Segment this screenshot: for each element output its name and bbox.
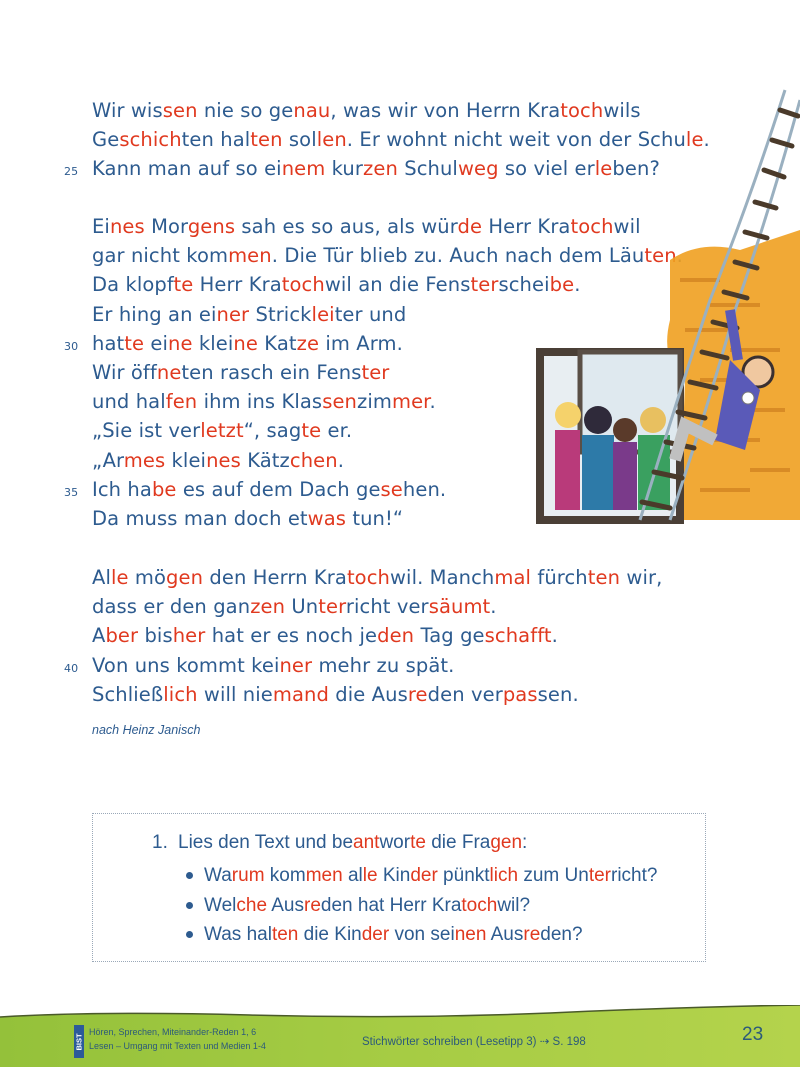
- task-number: 1.: [152, 832, 168, 853]
- syllable-text: Schul: [397, 157, 458, 181]
- syllable-text: wils: [603, 99, 641, 122]
- line-number: 35: [64, 485, 79, 499]
- syllable-text: er.: [321, 419, 353, 443]
- bullet-icon: [186, 872, 193, 879]
- syllable-highlight: le: [685, 128, 704, 152]
- syllable-highlight: mal: [494, 566, 532, 589]
- syllable-highlight: den: [377, 624, 415, 648]
- syllable-text: . Die Tür blieb zu. Auch nach dem Läu: [271, 244, 645, 268]
- syllable-text: gar nicht kom: [92, 244, 229, 268]
- syllable-highlight: lei: [311, 302, 335, 326]
- competency-line-2: Lesen – Umgang mit Texten und Medien 1-4: [89, 1041, 266, 1051]
- syllable-text: wir,: [620, 566, 663, 589]
- question-item: [186, 920, 657, 950]
- syllable-highlight: gens: [187, 215, 236, 238]
- syllable-highlight: te: [301, 419, 322, 443]
- syllable-text: Wel: [204, 894, 237, 916]
- syllable-highlight: sen: [162, 99, 198, 122]
- syllable-text: Tag ge: [414, 624, 485, 648]
- story-line: [92, 621, 712, 650]
- syllable-text: Kin: [377, 865, 411, 886]
- syllable-highlight: der: [410, 865, 438, 886]
- syllable-text: Lies den Text und be: [178, 832, 354, 853]
- question-item: [186, 891, 657, 921]
- syllable-text: Da klopf: [92, 273, 174, 297]
- syllable-highlight: ter: [588, 865, 611, 886]
- syllable-text: .: [703, 128, 710, 152]
- syllable-highlight: te: [124, 331, 145, 355]
- syllable-highlight: len: [316, 128, 347, 152]
- syllable-text: pünkt: [437, 865, 490, 886]
- syllable-highlight: ten: [587, 566, 621, 589]
- syllable-highlight: lich: [489, 865, 519, 886]
- syllable-highlight: nau: [293, 99, 331, 122]
- syllable-text: Wir öff: [92, 360, 157, 384]
- syllable-text: Von uns kommt kei: [92, 653, 280, 677]
- syllable-text: ten rasch ein Fens: [181, 360, 362, 384]
- syllable-highlight: ten: [250, 128, 283, 152]
- syllable-text: mö: [128, 566, 167, 589]
- ladder-rescue-illustration: [510, 80, 800, 530]
- syllable-text: Wir wis: [92, 99, 163, 122]
- syllable-text: Herr Kra: [193, 273, 282, 297]
- syllable-highlight: te: [410, 832, 426, 853]
- syllable-text: den ver: [427, 682, 503, 706]
- syllable-highlight: nem: [281, 157, 326, 181]
- syllable-text: sen.: [537, 682, 579, 706]
- syllable-text: ben?: [612, 157, 660, 181]
- syllable-text: bis: [138, 624, 173, 648]
- syllable-text: dass er den gan: [92, 595, 251, 619]
- syllable-highlight: gen: [490, 832, 523, 853]
- syllable-text: „Sie ist ver: [92, 419, 201, 443]
- task-instruction: [178, 832, 527, 853]
- syllable-text: Strick: [249, 302, 312, 326]
- bullet-icon: [186, 902, 193, 909]
- story-line: [92, 592, 712, 621]
- bist-badge: BIST: [74, 1025, 84, 1058]
- syllable-text: .: [490, 595, 497, 619]
- syllable-highlight: re: [304, 894, 321, 916]
- syllable-text: al: [342, 865, 363, 886]
- story-line: [64, 651, 712, 680]
- syllable-text: richt ver: [345, 595, 429, 619]
- syllable-text: .: [574, 273, 581, 297]
- syllable-text: hat: [92, 331, 125, 355]
- syllable-highlight: ne: [168, 331, 193, 355]
- syllable-text: Schließ: [92, 682, 164, 706]
- reading-tip-reference[interactable]: Stichwörter schreiben (Lesetipp 3) ⇢ S. 198: [362, 1036, 586, 1048]
- syllable-text: ter und: [334, 302, 407, 326]
- story-line: [92, 563, 712, 592]
- syllable-text: klei: [165, 448, 207, 472]
- syllable-highlight: le: [110, 566, 129, 589]
- syllable-text: den Herrn Kra: [203, 566, 347, 589]
- syllable-highlight: se: [380, 477, 403, 501]
- syllable-text: so viel er: [498, 157, 595, 181]
- syllable-text: fürch: [531, 566, 588, 589]
- syllable-highlight: ner: [279, 653, 313, 677]
- syllable-highlight: men: [305, 865, 343, 886]
- syllable-text: „Ar: [92, 448, 124, 472]
- line-number: 40: [64, 661, 79, 675]
- syllable-highlight: ze: [296, 331, 320, 355]
- syllable-text: .: [551, 624, 558, 648]
- syllable-text: “, sag: [243, 419, 302, 443]
- syllable-highlight: le: [362, 865, 378, 886]
- syllable-text: Was hal: [204, 924, 272, 945]
- syllable-text: von sei: [389, 924, 455, 945]
- syllable-text: ei: [144, 331, 169, 355]
- syllable-text: ten hal: [181, 128, 251, 152]
- syllable-text: tun!“: [346, 506, 404, 530]
- question-list: [186, 861, 657, 950]
- syllable-highlight: che: [236, 894, 268, 916]
- syllable-highlight: ne: [233, 331, 258, 355]
- syllable-text: Kätz: [240, 448, 290, 472]
- syllable-text: Herr Kra: [482, 215, 571, 238]
- syllable-highlight: ber: [105, 624, 139, 648]
- syllable-highlight: men: [228, 244, 272, 268]
- syllable-highlight: mer: [391, 390, 430, 414]
- page-number: 23: [742, 1024, 764, 1045]
- syllable-text: richt?: [611, 865, 658, 886]
- story-illustration: [510, 80, 800, 530]
- syllable-highlight: gen: [166, 566, 204, 589]
- syllable-text: Ei: [92, 215, 110, 238]
- syllable-text: :: [522, 832, 528, 853]
- line-number: 25: [64, 165, 79, 179]
- syllable-text: , was wir von Herrn Kra: [330, 99, 561, 122]
- syllable-text: mehr zu spät.: [312, 653, 455, 677]
- syllable-highlight: letzt: [200, 419, 244, 443]
- syllable-highlight: zen: [363, 157, 398, 181]
- syllable-highlight: nes: [109, 215, 145, 238]
- syllable-text: die Kin: [298, 924, 362, 945]
- syllable-highlight: zen: [250, 595, 286, 619]
- syllable-text: Kat: [257, 331, 297, 355]
- syllable-text: Mor: [144, 215, 188, 238]
- syllable-highlight: der: [361, 924, 390, 945]
- syllable-highlight: was: [307, 506, 347, 530]
- syllable-highlight: toch: [570, 215, 614, 238]
- syllable-text: sah es so aus, als wür: [235, 215, 458, 238]
- syllable-text: wil: [613, 215, 641, 238]
- syllable-highlight: be: [151, 477, 177, 501]
- bullet-icon: [186, 931, 193, 938]
- syllable-highlight: toch: [560, 99, 604, 122]
- syllable-highlight: schich: [119, 128, 182, 152]
- syllable-highlight: te: [173, 273, 194, 297]
- syllable-text: und hal: [92, 390, 166, 414]
- syllable-text: wil. Manch: [390, 566, 495, 589]
- syllable-text: Aus: [267, 894, 305, 916]
- syllable-highlight: toch: [346, 566, 390, 589]
- syllable-text: Ge: [92, 128, 120, 152]
- question-item: [186, 861, 657, 891]
- syllable-highlight: fen: [165, 390, 198, 414]
- syllable-text: Wa: [204, 865, 232, 886]
- syllable-highlight: nen: [454, 924, 487, 945]
- syllable-highlight: toch: [281, 273, 325, 297]
- syllable-highlight: ten: [271, 924, 299, 945]
- syllable-highlight: ant: [353, 832, 380, 853]
- competency-line-1: Hören, Sprechen, Miteinander-Reden 1, 6: [89, 1027, 257, 1037]
- syllable-highlight: ter: [318, 595, 346, 619]
- task-heading: [152, 832, 527, 854]
- syllable-text: die Fra: [425, 832, 491, 853]
- syllable-text: Er hing an ei: [92, 302, 217, 326]
- line-number: 30: [64, 339, 79, 353]
- syllable-text: den hat Herr Kra: [320, 894, 462, 916]
- syllable-highlight: schafft: [484, 624, 552, 648]
- syllable-text: hen.: [402, 477, 447, 501]
- syllable-text: will nie: [197, 682, 273, 706]
- syllable-text: zum Un: [518, 865, 589, 886]
- author-credit: nach Heinz Janisch: [92, 723, 201, 737]
- syllable-text: Un: [285, 595, 319, 619]
- syllable-text: sol: [282, 128, 317, 152]
- syllable-text: .: [429, 390, 436, 414]
- syllable-text: Ich ha: [92, 477, 152, 501]
- syllable-highlight: pas: [502, 682, 538, 706]
- syllable-highlight: mes: [123, 448, 166, 472]
- syllable-highlight: nes: [206, 448, 241, 472]
- syllable-highlight: her: [172, 624, 206, 648]
- syllable-text: kur: [325, 157, 364, 181]
- syllable-highlight: re: [407, 682, 428, 706]
- syllable-text: wil?: [497, 894, 531, 916]
- syllable-highlight: ter: [361, 360, 390, 384]
- story-paragraph-3: [64, 563, 712, 709]
- syllable-text: ihm ins Klas: [197, 390, 323, 414]
- syllable-text: klei: [192, 331, 234, 355]
- syllable-highlight: be: [549, 273, 575, 297]
- syllable-text: .: [337, 448, 345, 472]
- story-line: [92, 680, 712, 709]
- syllable-text: A: [92, 624, 106, 648]
- syllable-highlight: ter: [470, 273, 499, 297]
- syllable-text: wil an die Fens: [324, 273, 471, 297]
- syllable-text: Kann man auf so ei: [92, 157, 282, 181]
- syllable-highlight: lich: [163, 682, 198, 706]
- syllable-text: die Aus: [328, 682, 408, 706]
- syllable-highlight: sen: [322, 390, 358, 414]
- syllable-text: es auf dem Dach ge: [176, 477, 381, 501]
- syllable-text: Da muss man doch et: [92, 506, 308, 530]
- syllable-text: hat er es noch je: [205, 624, 378, 648]
- syllable-highlight: weg: [457, 157, 499, 181]
- syllable-highlight: de: [457, 215, 483, 238]
- syllable-text: Al: [92, 566, 111, 589]
- syllable-highlight: säumt: [428, 595, 491, 619]
- syllable-text: im Arm.: [319, 331, 403, 355]
- syllable-text: schei: [498, 273, 550, 297]
- syllable-text: wor: [379, 832, 411, 853]
- syllable-highlight: chen: [289, 448, 338, 472]
- syllable-text: den?: [540, 924, 583, 945]
- syllable-highlight: toch: [461, 894, 498, 916]
- syllable-highlight: ne: [156, 360, 182, 384]
- syllable-highlight: mand: [272, 682, 329, 706]
- syllable-text: Aus: [486, 924, 524, 945]
- syllable-text: nie so ge: [197, 99, 294, 122]
- syllable-text: kom: [264, 865, 306, 886]
- syllable-highlight: re: [523, 924, 541, 945]
- syllable-text: zim: [357, 390, 392, 414]
- syllable-highlight: ten: [644, 244, 677, 268]
- syllable-highlight: le: [594, 157, 613, 181]
- competency-list: [89, 1025, 266, 1053]
- syllable-text: . Er wohnt nicht weit von der Schu: [346, 128, 686, 152]
- syllable-highlight: ner: [216, 302, 250, 326]
- syllable-highlight: rum: [231, 865, 265, 886]
